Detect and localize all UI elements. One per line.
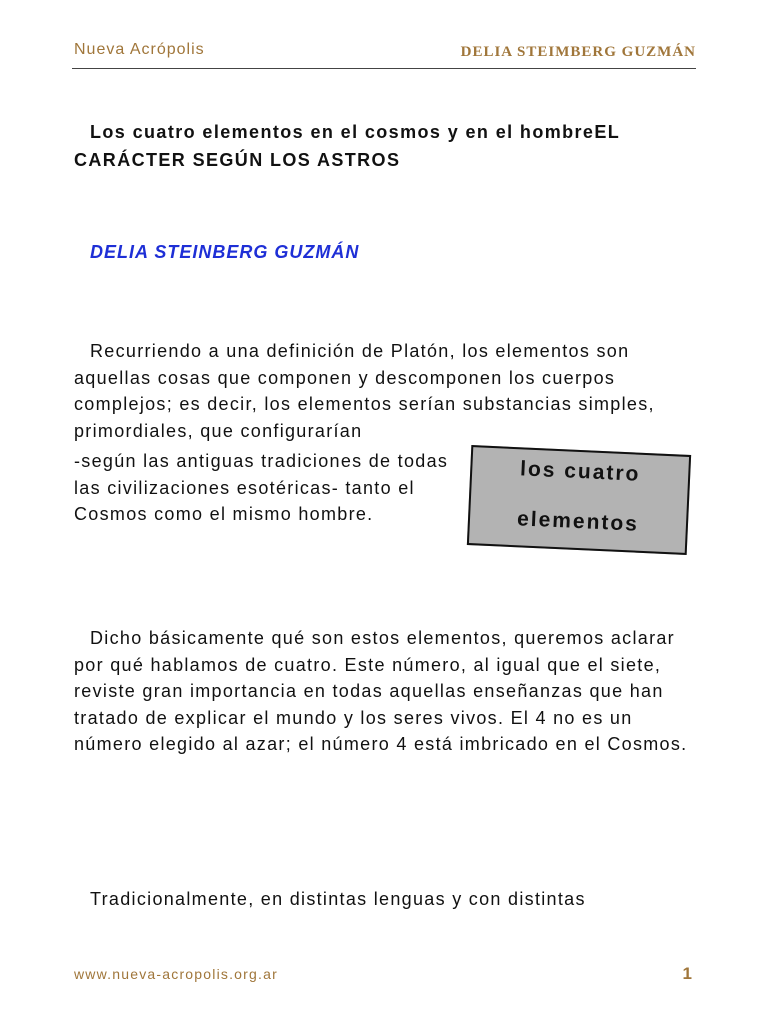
callout-box bbox=[467, 445, 691, 555]
paragraph-2: Dicho básicamente qué son estos elementos, queremos aclarar por qué hablamos de cuatro. Este número, al igual que el siete, reviste gran importancia en todas aquellas enseñanzas que han tratado de explicar el mundo y los seres vivos. El 4 no es un número elegido al azar; el número 4 está imbricado en el Cosmos. bbox=[74, 628, 688, 754]
callout-line-1: los cuatro bbox=[519, 457, 641, 486]
publisher-name: Nueva Acrópolis bbox=[74, 41, 205, 58]
article-author: DELIA STEINBERG GUZMÁN bbox=[90, 242, 360, 262]
callout-line-2: elementos bbox=[516, 507, 640, 536]
header-author-name: DELIA STEIMBERG GUZMÁN bbox=[460, 44, 696, 60]
paragraph-1: Recurriendo a una definición de Platón, los elementos son aquellas cosas que componen y descomponen los cuerpos complejos; es decir, los elementos serían substancias simples, primordiales, que configurarían bbox=[74, 341, 655, 441]
footer-url[interactable]: www.nueva-acropolis.org.ar bbox=[74, 966, 278, 982]
paragraph-3: Tradicionalmente, en distintas lenguas y con distintas bbox=[90, 889, 586, 909]
paragraph-1-continued: -según las antiguas tradiciones de todas las civilizaciones esotéricas- tanto el Cosmos como el mismo hombre. bbox=[74, 451, 449, 524]
header-divider bbox=[72, 68, 696, 69]
page-number: 1 bbox=[682, 964, 692, 983]
article-title: Los cuatro elementos en el cosmos y en el hombreEL CARÁCTER SEGÚN LOS ASTROS bbox=[74, 122, 620, 170]
